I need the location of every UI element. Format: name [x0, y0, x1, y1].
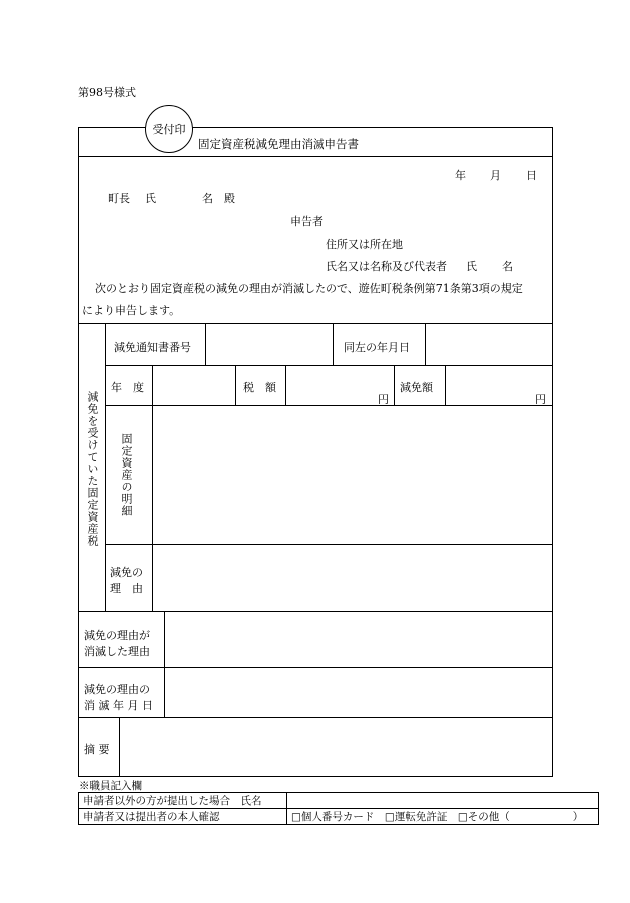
staff-table	[78, 792, 599, 825]
reception-stamp	[145, 105, 193, 153]
addressee-town: 町長	[108, 192, 130, 205]
applicant-address: 住所又は所在地	[326, 238, 403, 251]
tax-year-label: 年 度	[111, 381, 144, 394]
statement-line1: 次のとおり固定資産税の減免の理由が消滅したので、遊佐町税条例第71条第3項の規定	[95, 282, 523, 295]
applicant-label: 申告者	[290, 215, 323, 228]
submitter-name-field[interactable]	[287, 793, 599, 809]
date-year: 年	[455, 169, 466, 182]
submitter-label: 申請者以外の方が提出した場合 氏名	[79, 793, 287, 809]
identity-check-label: 申請者又は提出者の本人確認	[79, 809, 287, 825]
lapse-date-line2: 消 滅 年 月 日	[84, 699, 153, 712]
identity-options[interactable]: □個人番号カード □運転免許証 □その他（ ）	[287, 809, 599, 825]
lapse-date-line1: 減免の理由の	[84, 683, 150, 696]
tax-amount-label: 税 額	[243, 381, 276, 394]
yen-unit-1: 円	[378, 393, 389, 406]
reason-line2: 理 由	[110, 582, 143, 595]
title-divider	[78, 156, 553, 157]
form-number: 第98号様式	[78, 86, 136, 99]
applicant-name-label: 氏名又は名称及び代表者	[326, 260, 447, 273]
yen-unit-2: 円	[535, 393, 546, 406]
lapse-reason-line2: 消滅した理由	[84, 645, 150, 658]
notice-date-label: 同左の年月日	[344, 341, 410, 354]
section-label: 減免を受けていた固定資産税	[86, 391, 99, 547]
form-title: 固定資産税減免理由消滅申告書	[198, 137, 359, 151]
date-day: 日	[526, 169, 537, 182]
notice-number-label: 減免通知書番号	[114, 341, 191, 354]
addressee-given: 名	[202, 192, 213, 205]
statement-line2: により申告します。	[82, 304, 181, 317]
exemption-amount-label: 減免額	[400, 381, 433, 394]
summary-label: 摘 要	[84, 743, 110, 756]
reason-line1: 減免の	[110, 566, 143, 579]
date-month: 月	[490, 169, 501, 182]
applicant-mei: 名	[502, 260, 513, 273]
addressee-honorific: 殿	[224, 192, 235, 205]
applicant-shi: 氏	[466, 260, 477, 273]
property-details-label: 固定資産の明細	[120, 433, 133, 517]
addressee-family: 氏	[145, 192, 156, 205]
stamp-label: 受付印	[152, 123, 186, 136]
lapse-reason-line1: 減免の理由が	[84, 629, 150, 642]
staff-note: ※職員記入欄	[79, 780, 142, 792]
